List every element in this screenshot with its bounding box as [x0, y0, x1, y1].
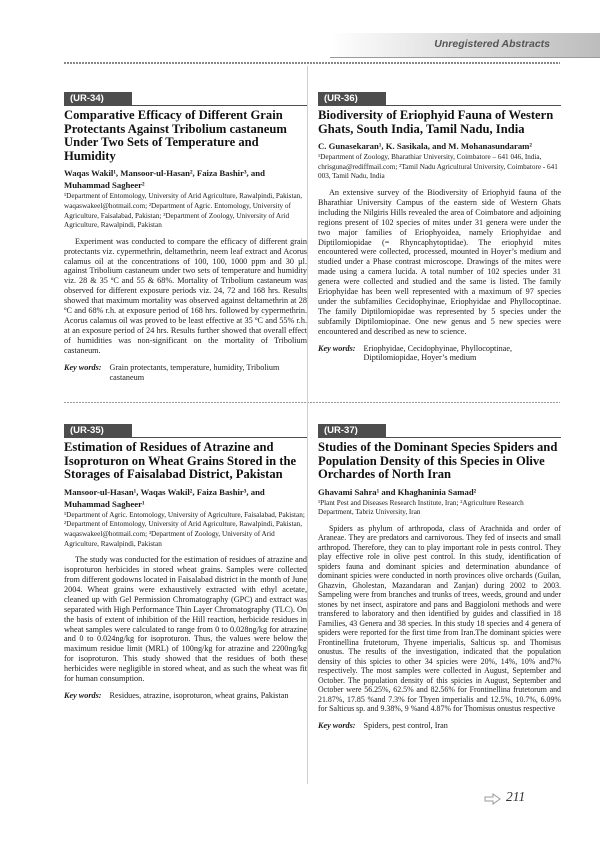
abstract-ur-36	[318, 88, 561, 363]
abstract-body: Experiment was conducted to compare the efficacy of different grain protectants viz. cypermethrin, deltamethrin, neem leaf extract and Acorus calamus oil at the concentrations of 100, 100, 1000 ppm and 30 µl. against Tribolium castaneum under two sets of temperature and humidity viz. 28 & 35 ºC and 55 & 68%. Mortality of Tribolium castaneum was observed for different exposure periods viz. 24, 72 and 168 hrs. Results showed that maximum mortality was observed against deltamethrin at 28 ºC and 68% r.h. at exposure period of 168 hrs. followed by cypermethrin. Acorus calamus oil was proved to be least effective at 35 ºC and 55% r.h. at an exposure period of 24 hrs. Results further showed that overall effect of humidities was non-significant on the mortality of Tribolium castaneum.	[64, 236, 307, 355]
abstract-body: The study was conducted for the estimation of residues of atrazine and isoproturon herbicides in stored wheat grains. Samples were collected from different godowns located in Faisalabad district in the month of June 2004. Wheat grains were exhaustively extracted with ethyl acetate, cleaned up with Gel Permission Chromatography (GPC) and extract was separated with High Performance Thin Layer Chromatography (TLC). On the basis of extent of inhibition of the Hill reaction, herbicide residues in wheat samples were calculated to range from 0 to 0.028ng/kg for atrazine and 0 to 0.024ng/kg for isoproturon. Thus, the values were below the maximum residue limit (MRL) of 100ng/kg for atrazine and 2200ng/kg for isoproturon. This study showed that the residues of both these herbicides were negligible in stored wheat, and as such the wheat was fit for human consumption.	[64, 555, 307, 684]
top-divider	[64, 62, 560, 64]
abstract-body: An extensive survey of the Biodiversity of Eriophyid fauna of the Bharathiar University Campus of the eastern side of Western Ghats including the Nilgiris Hills revealed the area of Coimbatore and adjoining regions present of 102 species of mites under 31 genera were under the two major families of Eriophyoidea, namely Eriophyidae and Diptilomiopidae (= Rhyncaphytoptidae). The eriophyid mites encountered were collected, processed, mounted in Hoyer’s medium and studied under a Phase contrast microscope. Drawings of the mites were made using a camera lucida. A total number of 102 species under 31 genera were collected and studied and the same is listed. The family Eriophyidae has been well represented with a maximum of 97 species under the subfamilies Cecidophyinae, Eriophyidae and Phyllocoptinae. The family Diptilomiopidae was represented by 5 species under the subfamily Diptilomiopinae. One new genus and 5 new species were encountered and described as new to science.	[318, 187, 561, 336]
abstract-ur-37	[318, 420, 561, 731]
abstract-tag: (UR-36)	[318, 92, 386, 106]
abstract-body: Spiders as phylum of arthropoda, class of Arachnida and order of Araneae. They are predators and carnivorous. They fed of insects and small arthropod. Therefore, they can to play important role in pests control. They play effective role in olive pest control. In this study, identification of spiders fauna and dominant spicies and determination abundance of dominant spicies were conducted in north provinces olive orchards (Guilan, Ghazvin, Gholestan, Mazandaran and Zanjan) during 2002 to 2003. Sampeling were from branches and trunks of trees, weeds, ground and under stones by net insect, aspiratore and pans and Baggioloni methods and were transfered to laboratory and then identified by guides and classified in 18 Families, 43 Genera and 38 species. In this study 18 species and 4 genera of spiders were reported for the first time from Iran.The dominant spicies were Frontinellina frutetorum, Thyene imperialis, Salticus sp. and Thomisus onustus. The results of the investigation, indicated that the population density of this spicies to other 34 spicies were 20%, 14%, 10% and7% respectively. The most samples were collected in August, September and October. The population density of this spicies in August, September and October were 56.25%, 62.5% and 82.56% for Frontinellina frutetorum and 21.87%, 17.85 %and 7.3% for Thyen imperialis and 12.5%, 10.7%, 6.09% for Salticus sp. and 9.38%, 9 %and 4.87% for Thomisus onustus respective	[318, 523, 561, 714]
abstract-authors: Ghavami Sahra¹ and Khaghaninia Samad²	[318, 486, 477, 497]
abstract-affiliations: ¹Department of Agric. Entomology, University of Agriculture, Faisalabad, Pakistan; ²Department of Entomology, University of Arid Agriculture, Rawalpindi, Pakistan, waqaswakeel@hotmail.com; ³Department of Zoology, University of Arid Agriculture, Rawalpindi, Pakistan	[64, 510, 305, 548]
abstract-affiliations: ¹Department of Entomology, University of Arid Agriculture, Rawalpindi, Pakistan, waqaswakeel@hotmail.com; ²Department of Agric. Entomology, University of Agriculture, Faisalabad, Pakistan; ³Department of Zoology, University of Arid Agriculture, Rawalpindi, Pakistan	[64, 192, 303, 230]
middle-divider	[64, 402, 560, 403]
keywords-label: Key words:	[318, 720, 356, 730]
abstract-affiliations: ¹Plant Pest and Diseases Research Institute, Iran; ²Agriculture Research Department, Tabriz University, Iran	[318, 498, 524, 517]
abstract-title: Estimation of Residues of Atrazine and Isoproturon on Wheat Grains Stored in the Storages of Faisalabad District, Pakistan	[64, 440, 297, 482]
abstract-title: Comparative Efficacy of Different Grain Protectants Against Tribolium castaneum Under Two Sets of Temperature and Humidity	[64, 108, 287, 163]
abstract-title: Biodiversity of Eriophyid Fauna of Western Ghats, South India, Tamil Nadu, India	[318, 108, 554, 136]
abstract-ur-34	[64, 88, 307, 382]
abstract-authors: Mansoor-ul-Hasan¹, Waqas Wakil², Faiza Bashir³, and Muhammad Sagheer¹	[64, 486, 265, 509]
keywords-label: Key words:	[318, 343, 356, 353]
keywords-label: Key words:	[64, 362, 102, 372]
column-divider	[307, 66, 308, 784]
keywords-value: Eriophyidae, Cecidophyinae, Phyllocoptinae, Diptilomiopidae, Hoyer’s medium	[363, 343, 513, 363]
abstract-authors: C. Gunasekaran¹, K. Sasikala, and M. Mohanasundaram²	[318, 141, 532, 152]
abstract-tag-header	[64, 88, 307, 106]
abstract-title: Studies of the Dominant Species Spiders and Population Density of this Species in Olive Orchardes of North Iran	[318, 440, 558, 482]
keywords-label: Key words:	[64, 690, 102, 700]
abstract-keywords	[318, 721, 561, 731]
keywords-value: Residues, atrazine, isoproturon, wheat grains, Pakistan	[109, 690, 289, 700]
abstract-tag: (UR-35)	[64, 424, 132, 438]
abstract-tag: (UR-37)	[318, 424, 386, 438]
abstract-tag-header	[318, 88, 561, 106]
abstract-affiliations: ¹Department of Zoology, Bharathiar University, Coimbatore – 641 046, India, chrisguna@rediffmail.com; ²Tamil Nadu Agricultural University, Coimbatore - 641 003, Tamil Nadu, India	[318, 153, 558, 181]
page-number: 211	[506, 789, 526, 804]
abstract-authors: Waqas Wakil¹, Mansoor-ul-Hasan², Faiza Bashir³, and Muhammad Sagheer²	[64, 168, 265, 191]
section-header-label: Unregistered Abstracts	[434, 38, 550, 50]
abstract-keywords	[64, 691, 307, 701]
abstract-keywords	[64, 363, 307, 383]
abstract-tag-header	[318, 420, 561, 438]
abstract-tag-header	[64, 420, 307, 438]
keywords-value: Spiders, pest control, Iran	[363, 720, 448, 730]
section-header-banner	[330, 33, 600, 58]
keywords-value: Grain protectants, temperature, humidity, Tribolium castaneum	[109, 362, 280, 382]
abstract-keywords	[318, 344, 561, 364]
arrow-right-icon	[484, 793, 501, 805]
abstract-ur-35	[64, 420, 307, 701]
abstract-tag: (UR-34)	[64, 92, 132, 106]
